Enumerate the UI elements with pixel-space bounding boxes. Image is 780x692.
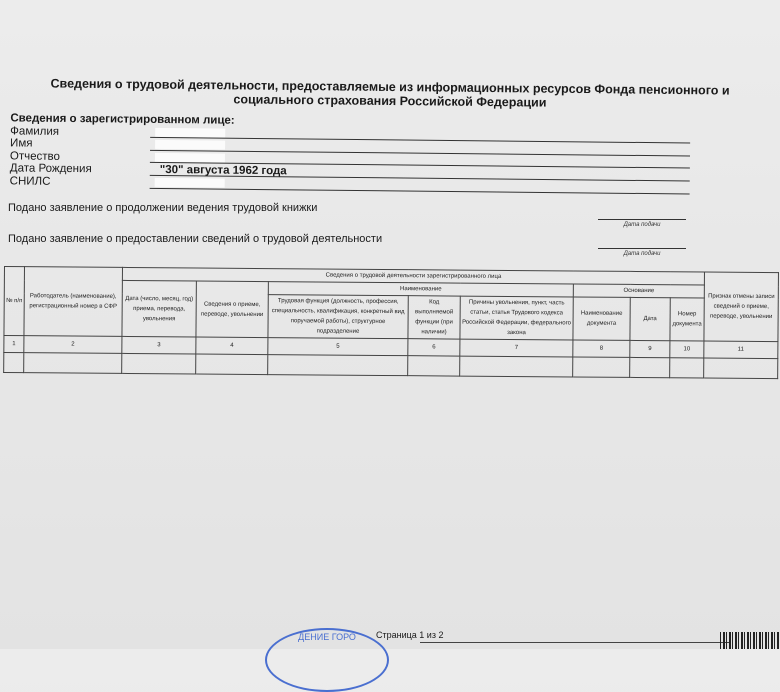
col-no: № п/п (4, 267, 25, 336)
redaction (155, 178, 225, 188)
footer-line (420, 642, 730, 643)
redaction (155, 128, 225, 138)
naming-header: Наименование (268, 282, 573, 297)
page-number: Страница 1 из 2 (376, 630, 444, 640)
document-title: Сведения о трудовой деятельности, предоставляемые из информационных ресурсов Фонда пенсионного и социального страхования Российской Федерации (50, 76, 730, 110)
redaction (155, 153, 225, 163)
date-signature-2: Дата подачи (598, 248, 686, 257)
date-signature-1: Дата подачи (598, 219, 686, 228)
field-snils: СНИЛС (10, 175, 700, 195)
field-birthdate: Дата Рождения "30" августа 1962 года (10, 163, 700, 183)
col-doc-name: Наименование документа (573, 297, 630, 340)
statement-continue-book: Подано заявление о продолжении ведения трудовой книжки (8, 202, 318, 214)
field-surname: Фамилия (10, 125, 700, 145)
barcode (720, 632, 780, 649)
col-doc-date: Дата (630, 297, 670, 340)
col-employer: Работодатель (наименование), регистрационный номер в СФР (24, 267, 123, 337)
basis-header: Основание (573, 284, 704, 298)
birthdate-value: "30" августа 1962 года (159, 164, 287, 178)
col-cancel: Признак отмены записи сведений о приеме, переводе, увольнении (704, 272, 779, 342)
work-history-table (3, 266, 779, 379)
col-date: Дата (число, месяц, год) приема, перевода, увольнения (122, 280, 196, 337)
column-numbers-row: 1 2 3 4 5 6 7 8 9 10 11 (4, 336, 778, 359)
field-patronymic: Отчество (10, 150, 700, 170)
group-header: Сведения о трудовой деятельности зарегистрированного лица (122, 267, 704, 285)
statement-provide-info: Подано заявление о предоставлении сведений о трудовой деятельности (8, 233, 383, 245)
col-info: Сведения о приеме, переводе, увольнении (196, 281, 268, 338)
col-doc-num: Номер документа (670, 298, 704, 341)
person-info (10, 112, 701, 195)
stamp: ДЕНИЕ ГОРО (265, 628, 389, 692)
redaction (155, 140, 225, 150)
field-name: Имя (10, 138, 700, 158)
col-function: Трудовая функция (должность, профессия, специальность, квалификация, конкретный вид поручаемой работы), структурное подразделение (268, 295, 408, 339)
col-reason: Причины увольнения, пункт, часть статьи, статья Трудового кодекса Российской Федерации, федерального закона (460, 296, 573, 340)
person-header: Сведения о зарегистрированном лице: (10, 112, 235, 127)
col-code: Код выполняемой функции (при наличии) (408, 296, 460, 339)
